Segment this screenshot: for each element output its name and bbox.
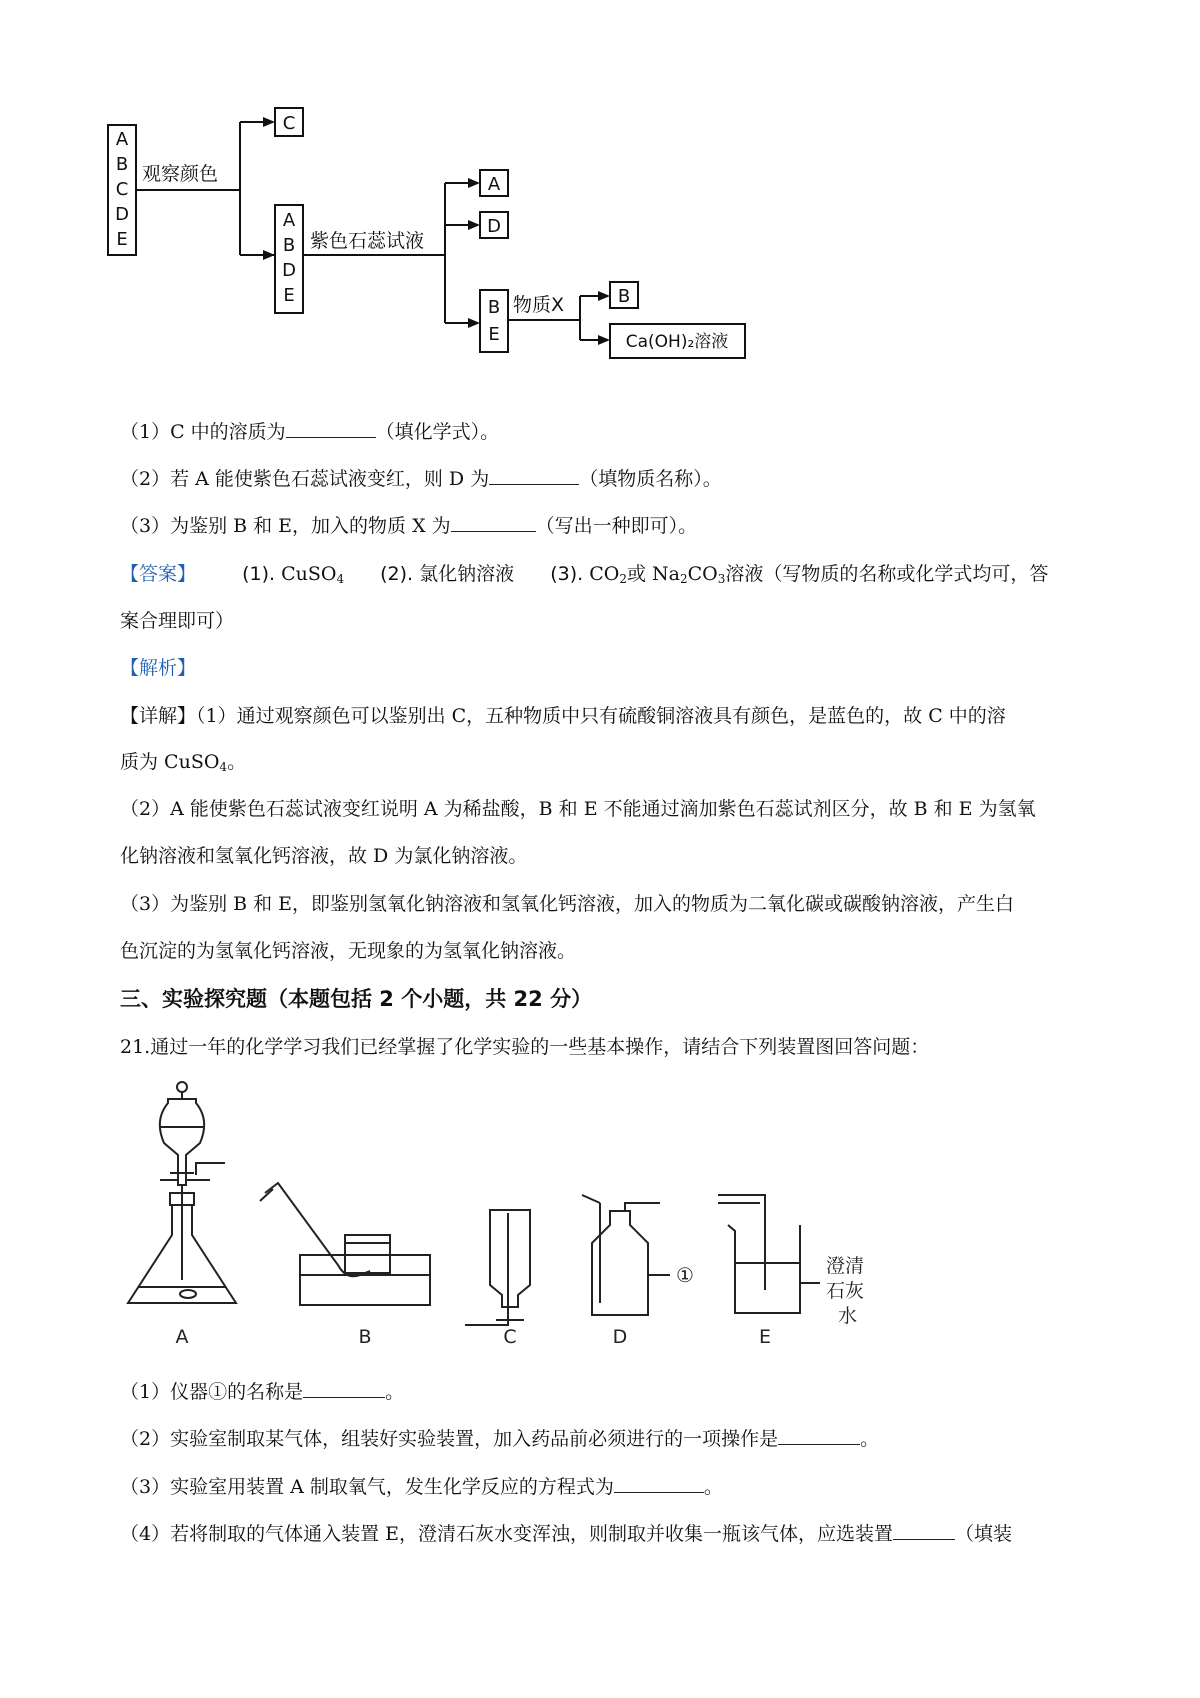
question-text: （4）若将制取的气体通入装置 E，澄清石灰水变浑浊，则制取并收集一瓶该气体，应选装置: [120, 1523, 893, 1545]
answer-blank[interactable]: [303, 1379, 385, 1398]
analysis-p3-line1: [120, 890, 1100, 918]
sub-box-letter: D: [282, 260, 296, 281]
d-box-label: D: [487, 216, 501, 237]
apparatus-label-e: E: [758, 1326, 772, 1348]
answer-3-label: (3).: [550, 563, 584, 585]
analysis-text: 化钠溶液和氢氧化钙溶液，故 D 为氯化钠溶液。: [120, 845, 528, 867]
question-20-2: [120, 465, 1100, 493]
answer-blank[interactable]: [451, 513, 536, 532]
limewater-label: 石灰: [826, 1280, 865, 1302]
start-box-letter: B: [115, 154, 129, 175]
question-text: （1）C 中的溶质为: [120, 421, 286, 443]
step2-label: 紫色石蕊试液: [310, 230, 425, 252]
question-text-end: （填化学式）。: [375, 421, 500, 443]
answer-1-formula: CuSO$_4$: [281, 563, 345, 586]
analysis-p2-line1: [120, 795, 1100, 823]
detail-tag: 【详解】: [120, 705, 197, 727]
sub-box-letter: A: [282, 210, 296, 231]
sub-box-letter: B: [282, 235, 296, 256]
apparatus-d: [582, 1195, 670, 1315]
be-box-letter: B: [487, 297, 501, 318]
analysis-text: 色沉淀的为氢氧化钙溶液，无现象的为氢氧化钠溶液。: [120, 940, 577, 962]
start-box-letter: A: [115, 129, 129, 150]
apparatus-c: [465, 1210, 530, 1325]
question-text-end: （写出一种即可）。: [535, 515, 698, 537]
question-text: （1）仪器①的名称是: [120, 1381, 304, 1403]
analysis-tag: 【解析】: [120, 657, 197, 679]
analysis-tag-line: [120, 654, 1100, 682]
section-heading: 三、实验探究题（本题包括 2 个小题，共 22 分）: [120, 987, 593, 1011]
identification-flowchart: [100, 100, 820, 390]
apparatus-label-b: B: [358, 1326, 372, 1348]
analysis-text: （2）A 能使紫色石蕊试液变红说明 A 为稀盐酸，B 和 E 不能通过滴加紫色石蕊试剂区分，故 B 和 E 为氢氧: [120, 798, 1036, 820]
question-text-end: 。: [703, 1476, 723, 1498]
question-21-4: [120, 1520, 1100, 1548]
caoh-box-label: Ca(OH)₂溶液: [625, 332, 729, 352]
answer-3-text: $CO_2$或 $Na_2CO_3$溶液（写物质的名称或化学式均可，答: [589, 563, 1049, 586]
instrument-marker-1: ①: [676, 1263, 694, 1287]
answer-blank[interactable]: [778, 1426, 860, 1445]
analysis-p3-line2: [120, 937, 1100, 965]
start-box-letter: D: [115, 204, 129, 225]
limewater-label: 澄清: [826, 1255, 865, 1277]
analysis-p2-line2: [120, 842, 1100, 870]
apparatus-e: [718, 1195, 820, 1313]
apparatus-a: [128, 1082, 236, 1303]
question-text-end: 。: [860, 1428, 880, 1450]
analysis-text: （3）为鉴别 B 和 E，即鉴别氢氧化钠溶液和氢氧化钙溶液，加入的物质为二氧化碳或碳酸钠溶液，产生白: [120, 893, 1015, 915]
question-text: （2）实验室制取某气体，组装好实验装置，加入药品前必须进行的一项操作是: [120, 1428, 779, 1450]
question-text: （2）若 A 能使紫色石蕊试液变红，则 D 为: [120, 468, 490, 490]
lab-apparatus-figure: [120, 1075, 940, 1355]
question-20-3: [120, 512, 1100, 540]
answer-1-label: (1).: [242, 563, 276, 585]
c-box-label: C: [282, 113, 296, 134]
question-21-1: [120, 1378, 1100, 1406]
question-21-2: [120, 1425, 1100, 1453]
step1-label: 观察颜色: [142, 163, 219, 185]
a-box-label: A: [487, 174, 501, 195]
answer-2-label: (2).: [380, 563, 414, 585]
answer-blank[interactable]: [286, 419, 376, 438]
question-text-end: （填装: [955, 1523, 1013, 1545]
question-21-3: [120, 1473, 1100, 1501]
answer-blank[interactable]: [489, 466, 579, 485]
sub-box-letter: E: [283, 285, 295, 306]
question-20-1: [120, 418, 1100, 446]
question-text-end: （填物质名称）。: [579, 468, 722, 490]
limewater-label: 水: [838, 1305, 858, 1327]
be-box-letter: E: [488, 324, 500, 345]
question-text: （3）为鉴别 B 和 E，加入的物质 X 为: [120, 515, 451, 537]
answer-blank[interactable]: [614, 1474, 704, 1493]
start-box-letter: E: [116, 229, 128, 250]
question-text-end: 。: [385, 1381, 405, 1403]
apparatus-b: [260, 1183, 430, 1305]
step3-label: 物质X: [513, 294, 565, 316]
answer-2-text: 氯化钠溶液: [419, 563, 515, 585]
answer-line: [120, 560, 1100, 588]
analysis-p1-line2: 质为 CuSO$_4$。: [120, 751, 247, 774]
analysis-p1-line1: [120, 702, 1100, 730]
answer-blank[interactable]: [893, 1521, 955, 1540]
question-text: （3）实验室用装置 A 制取氧气，发生化学反应的方程式为: [120, 1476, 614, 1498]
apparatus-label-c: C: [503, 1326, 517, 1348]
apparatus-label-a: A: [175, 1326, 189, 1348]
start-box-letter: C: [115, 179, 129, 200]
apparatus-label-d: D: [612, 1326, 628, 1348]
answer-tag: 【答案】: [120, 563, 197, 585]
analysis-text: （1）通过观察颜色可以鉴别出 C，五种物质中只有硫酸铜溶液具有颜色，是蓝色的，故 C 中的溶: [196, 705, 1006, 727]
question-21-intro: 21.通过一年的化学学习我们已经掌握了化学实验的一些基本操作，请结合下列装置图回答问题：: [120, 1036, 930, 1058]
b-box-label: B: [617, 286, 631, 307]
answer-3-cont: 案合理即可）: [120, 610, 235, 632]
answer-line-cont: [120, 607, 1100, 635]
